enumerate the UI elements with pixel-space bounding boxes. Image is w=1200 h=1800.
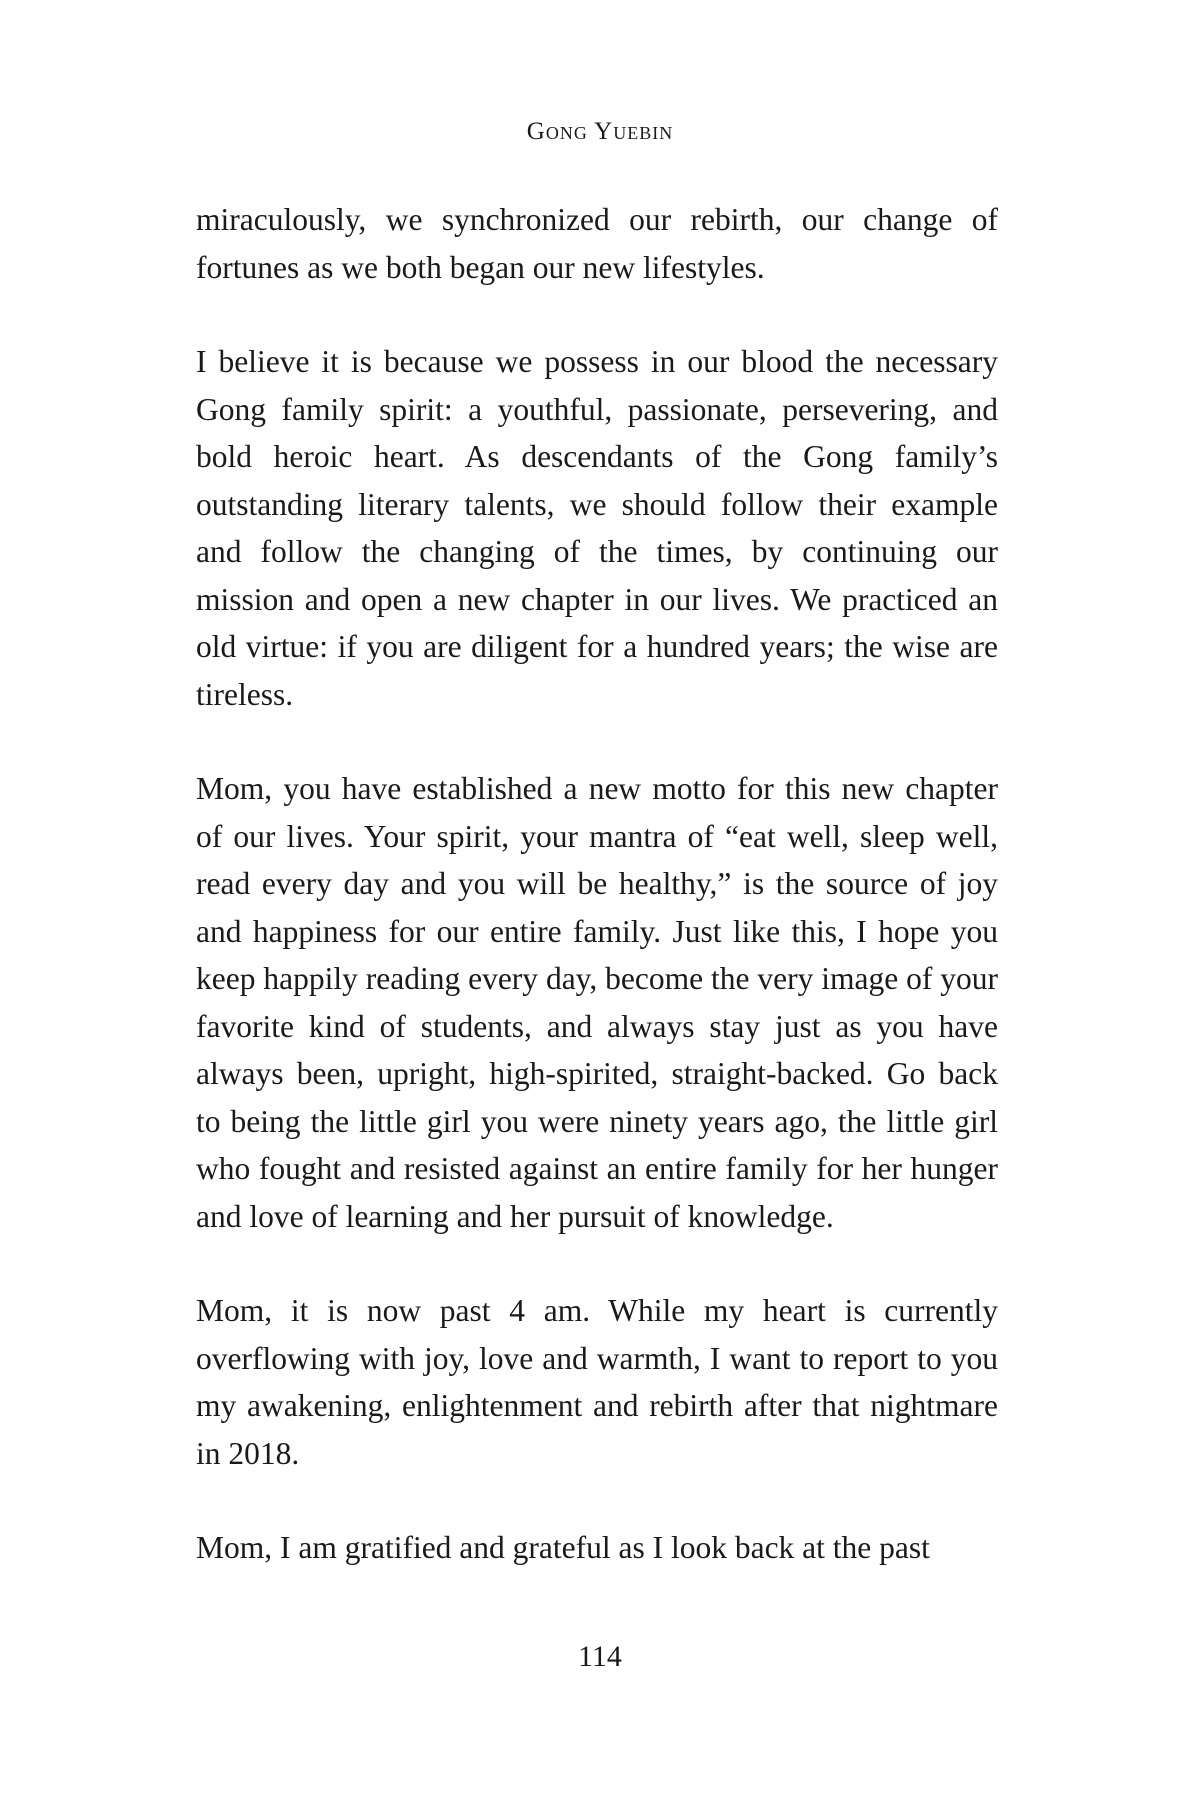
paragraph: I believe it is because we possess in our blood the necessary Gong family spirit: a youthful, passionate, persevering, and bold heroic heart. As descendants of the Gong family’s outstanding literary talents, we should follow their example and follow the changing of the times, by continuing our mission and open a new chapter in our lives. We practiced an old virtue: if you are diligent for a hundred years; the wise are tireless. [196,344,998,712]
paragraph: Mom, you have established a new motto for this new chapter of our lives. Your spirit, your mantra of “eat well, sleep well, read every day and you will be healthy,” is the source of joy and happiness for our entire family. Just like this, I hope you keep happily reading every day, become the very image of your favorite kind of students, and always stay just as you have always been, upright, high-spirited, straight-backed. Go back to being the little girl you were ninety years ago, the little girl who fought and resisted against an entire family for her hunger and love of learning and her pursuit of knowledge. [196,771,998,1234]
paragraph: miraculously, we synchronized our rebirth, our change of fortunes as we both began our new lifestyles. [196,202,998,285]
page-number: 114 [578,1640,622,1673]
running-head: Gong Yuebin [526,118,674,145]
paragraph: Mom, I am gratified and grateful as I look back at the past [196,1530,930,1565]
body-text [196,196,998,1619]
paragraph: Mom, it is now past 4 am. While my heart is currently overflowing with joy, love and warmth, I want to report to you my awakening, enlightenment and rebirth after that nightmare in 2018. [196,1293,998,1471]
